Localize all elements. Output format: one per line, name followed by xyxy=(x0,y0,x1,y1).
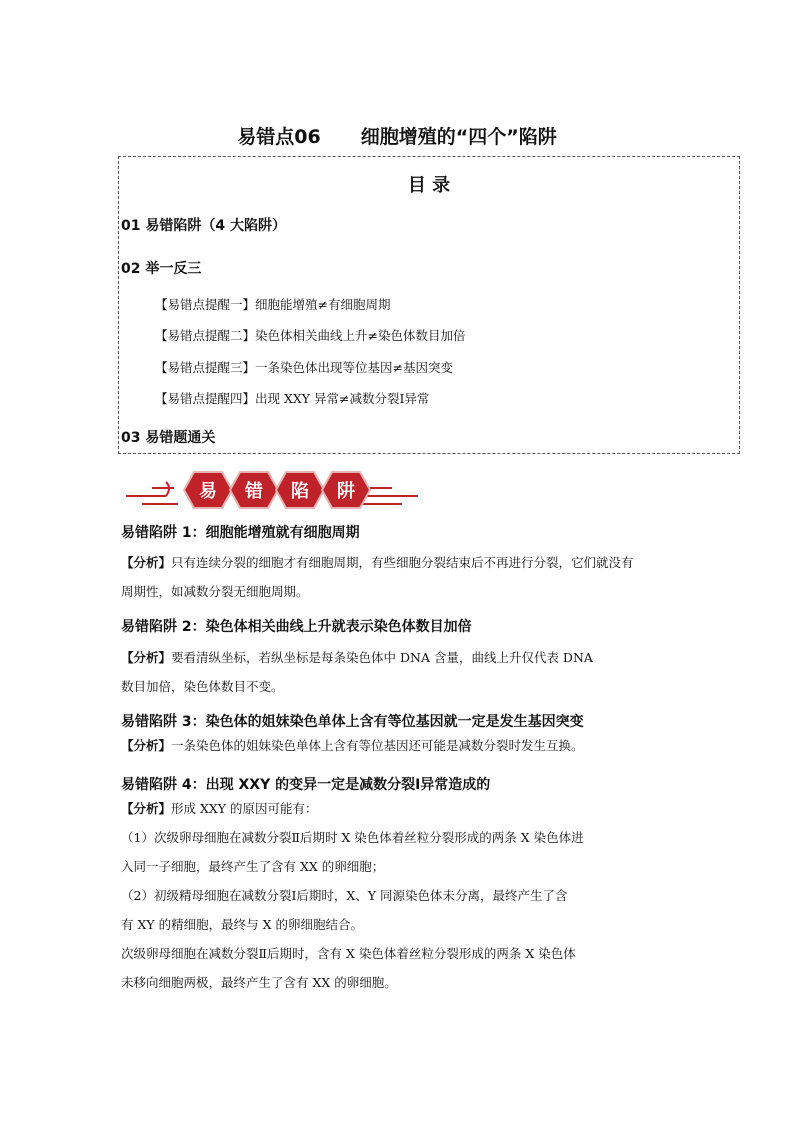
analysis-line: 【分析】一条染色体的姐妹染色单体上含有等位基因还可能是减数分裂时发生互换。 xyxy=(121,738,584,753)
analysis-line: 有 XY 的精细胞，最终与 X 的卵细胞结合。 xyxy=(121,917,363,932)
left-flourish-icon xyxy=(126,482,178,504)
toc-section-3[interactable]: 03 易错题通关 xyxy=(121,430,216,446)
toc-item-1[interactable]: 【易错点提醒一】细胞能增殖≠有细胞周期 xyxy=(155,297,391,312)
banner-char-4: 阱 xyxy=(337,481,355,502)
trap-heading-3: 易错陷阱 3：染色体的姐妹染色单体上含有等位基因就一定是发生基因突变 xyxy=(121,714,584,730)
analysis-label: 【分析】 xyxy=(121,650,172,665)
trap-analysis-1 xyxy=(121,548,701,606)
analysis-label: 【分析】 xyxy=(121,801,172,816)
trap-analysis-4 xyxy=(121,794,701,997)
trap-analysis-2 xyxy=(121,643,701,701)
analysis-line: 【分析】要看清纵坐标，若纵坐标是每条染色体中 DNA 含量，曲线上升仅代表 DNA xyxy=(121,650,593,665)
toc-section-2[interactable]: 02 举一反三 xyxy=(121,261,202,277)
toc-item-2[interactable]: 【易错点提醒二】染色体相关曲线上升≠染色体数目加倍 xyxy=(155,328,466,343)
toc-item-3[interactable]: 【易错点提醒三】一条染色体出现等位基因≠基因突变 xyxy=(155,360,453,375)
section-banner xyxy=(122,466,422,514)
analysis-label: 【分析】 xyxy=(121,738,172,753)
toc-heading: 目 录 xyxy=(407,175,451,196)
analysis-line: 【分析】只有连续分裂的细胞才有细胞周期，有些细胞分裂结束后不再进行分裂，它们就没有 xyxy=(121,555,634,570)
analysis-line: 数目加倍，染色体数目不变。 xyxy=(121,679,284,694)
analysis-line: 入同一子细胞，最终产生了含有 XX 的卵细胞； xyxy=(121,859,385,874)
banner-char-2: 错 xyxy=(245,481,263,502)
analysis-label: 【分析】 xyxy=(121,555,172,570)
table-of-contents xyxy=(118,156,740,454)
page-title xyxy=(0,122,794,149)
analysis-line: 周期性，如减数分裂无细胞周期。 xyxy=(121,584,309,599)
toc-section-1[interactable]: 01 易错陷阱（4 大陷阱） xyxy=(121,218,286,234)
banner-char-1: 易 xyxy=(199,481,217,502)
trap-analysis-3 xyxy=(121,731,701,760)
title-main: 细胞增殖的“四个”陷阱 xyxy=(360,126,557,148)
title-code: 易错点06 xyxy=(237,126,321,148)
trap-heading-2: 易错陷阱 2：染色体相关曲线上升就表示染色体数目加倍 xyxy=(121,619,472,635)
analysis-line: 次级卵母细胞在减数分裂Ⅱ后期时，含有 X 染色体着丝粒分裂形成的两条 X 染色体 xyxy=(121,946,576,961)
analysis-line: 未移向细胞两极，最终产生了含有 XX 的卵细胞。 xyxy=(121,975,397,990)
analysis-line: （1）次级卵母细胞在减数分裂Ⅱ后期时 X 染色体着丝粒分裂形成的两条 X 染色体进 xyxy=(121,830,584,845)
analysis-line: （2）初级精母细胞在减数分裂Ⅰ后期时，X、Y 同源染色体未分离，最终产生了含 xyxy=(121,888,568,903)
trap-heading-4: 易错陷阱 4：出现 XXY 的变异一定是减数分裂Ⅰ异常造成的 xyxy=(121,777,491,793)
toc-item-4[interactable]: 【易错点提醒四】出现 XXY 异常≠减数分裂Ⅰ异常 xyxy=(155,391,430,406)
analysis-line: 【分析】形成 XXY 的原因可能有： xyxy=(121,801,318,816)
trap-heading-1: 易错陷阱 1：细胞能增殖就有细胞周期 xyxy=(121,525,360,541)
banner-char-3: 陷 xyxy=(291,481,309,502)
